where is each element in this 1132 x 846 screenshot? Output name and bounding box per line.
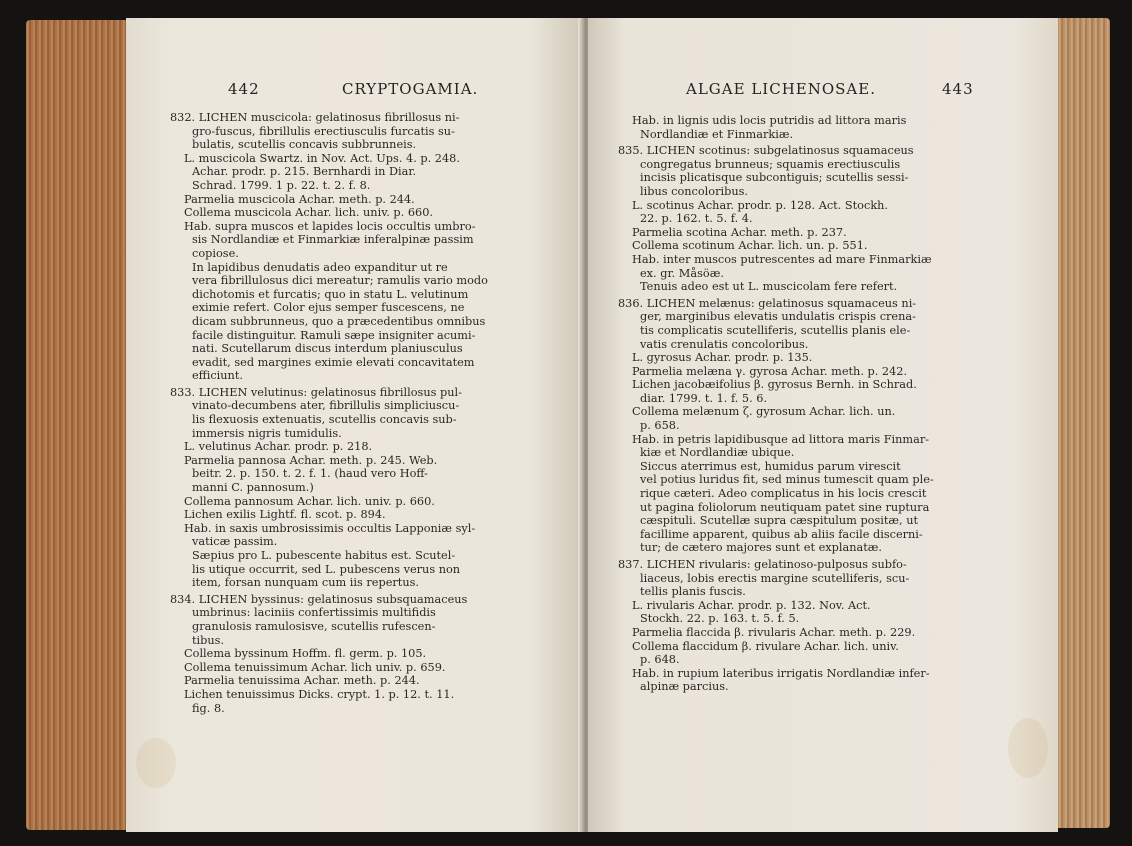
text-line: p. 648. <box>640 653 680 667</box>
text-line: facile distinguitur. Ramuli sæpe insigniter acumi- <box>192 328 476 342</box>
text-line: beitr. 2. p. 150. t. 2. f. 1. (haud vero Hoff- <box>192 467 428 481</box>
text-line: vera fibrillulosus dici mereatur; ramulis vario modo <box>192 274 488 288</box>
open-book <box>26 14 1110 832</box>
text-line: vaticæ passim. <box>192 535 278 549</box>
text-line: vel potius luridus fit, sed minus tumescit quam ple- <box>640 473 934 487</box>
text-line: evadit, sed margines eximie elevati concavitatem <box>192 355 475 369</box>
text-line: fig. 8. <box>192 701 225 715</box>
text-line: Tenuis adeo est ut L. muscicolam fere refert. <box>640 280 898 294</box>
text-line: congregatus brunneus; squamis erectiusculis <box>640 157 901 171</box>
text-line: Parmelia muscicola Achar. meth. p. 244. <box>184 192 415 206</box>
text-line: Collema tenuissimum Achar. lich univ. p. 659. <box>184 660 446 674</box>
running-head: CRYPTOGAMIA. <box>342 80 479 98</box>
text-line: item, forsan nunquam cum iis repertus. <box>192 576 420 590</box>
text-line: Lichen tenuissimus Dicks. crypt. 1. p. 12. t. 11. <box>184 687 455 701</box>
page-number: 442 <box>228 80 260 98</box>
left-page <box>126 18 584 832</box>
text-line: Parmelia flaccida β. rivularis Achar. meth. p. 229. <box>632 625 916 639</box>
text-line: 22. p. 162. t. 5. f. 4. <box>640 212 753 226</box>
text-line: L. rivularis Achar. prodr. p. 132. Nov. Act. <box>632 598 871 612</box>
text-line: lis flexuosis extenuatis, scutellis concavis sub- <box>192 413 457 427</box>
right-page-text <box>618 114 1012 694</box>
text-line: Hab. inter muscos putrescentes ad mare Finmarkiæ <box>632 252 932 266</box>
text-line: Hab. supra muscos et lapides locis occultis umbro- <box>184 219 476 233</box>
text-line: copiose. <box>192 246 239 260</box>
text-line: diar. 1799. t. 1. f. 5. 6. <box>640 391 768 405</box>
text-line: Achar. prodr. p. 215. Bernhardi in Diar. <box>192 165 417 179</box>
text-line: cæspituli. Scutellæ supra cæspitulum positæ, ut <box>640 514 919 528</box>
text-line: Hab. in lignis udis locis putridis ad littora maris <box>632 114 907 127</box>
text-line: 837. LICHEN rivularis: gelatinoso-pulposus subfo- <box>618 558 907 571</box>
right-page <box>588 18 1058 832</box>
text-line: L. gyrosus Achar. prodr. p. 135. <box>632 351 813 365</box>
text-line: nati. Scutellarum discus interdum planiusculus <box>192 342 463 356</box>
text-line: tibus. <box>192 633 225 647</box>
text-line: vatis crenulatis concoloribus. <box>640 337 809 351</box>
text-line: efficiunt. <box>192 369 243 383</box>
text-line: Stockh. 22. p. 163. t. 5. f. 5. <box>640 612 800 626</box>
text-line: Collema pannosum Achar. lich. univ. p. 660. <box>184 494 435 508</box>
text-line: Hab. in petris lapidibusque ad littora maris Finmar- <box>632 432 930 446</box>
text-line: Siccus aterrimus est, humidus parum virescit <box>640 459 901 473</box>
text-line: granulosis ramulosisve, scutellis rufescen- <box>192 619 436 633</box>
text-line: L. muscicola Swartz. in Nov. Act. Ups. 4. p. 248. <box>184 151 460 165</box>
text-line: ut pagina foliolorum neutiquam patet sine ruptura <box>640 500 930 514</box>
running-head: ALGAE LICHENOSAE. <box>686 80 876 98</box>
text-line: 836. LICHEN melænus: gelatinosus squamaceus ni- <box>618 296 917 310</box>
text-line: Lichen jacobæifolius β. gyrosus Bernh. in Schrad. <box>632 378 917 392</box>
paper-stain <box>136 738 176 788</box>
text-line: Parmelia pannosa Achar. meth. p. 245. Web. <box>184 453 438 467</box>
text-line: sis Nordlandiæ et Finmarkiæ inferalpinæ passim <box>192 233 474 247</box>
text-line: Parmelia melæna γ. gyrosa Achar. meth. p. 242. <box>632 364 908 378</box>
text-line: L. scotinus Achar. prodr. p. 128. Act. Stockh. <box>632 198 889 212</box>
page-number: 443 <box>942 80 974 98</box>
text-line: dichotomis et furcatis; quo in statu L. velutinum <box>192 287 469 301</box>
text-line: liaceus, lobis erectis margine scutelliferis, scu- <box>640 571 910 585</box>
text-line: Collema flaccidum β. rivulare Achar. lich. univ. <box>632 639 899 653</box>
text-line: facillime apparent, quibus ab aliis facile discerni- <box>640 527 923 541</box>
text-line: Nordlandiæ et Finmarkiæ. <box>640 127 794 141</box>
text-line: Parmelia scotina Achar. meth. p. 237. <box>632 225 847 239</box>
text-line: kiæ et Nordlandiæ ubique. <box>640 446 795 460</box>
text-line: alpinæ parcius. <box>640 680 729 694</box>
text-line: L. velutinus Achar. prodr. p. 218. <box>184 440 373 454</box>
text-line: Hab. in saxis umbrosissimis occultis Lapponiæ syl- <box>184 521 476 535</box>
left-page-header <box>126 80 584 102</box>
text-line: In lapidibus denudatis adeo expanditur ut re <box>192 260 448 274</box>
text-line: vinato-decumbens ater, fibrillulis simpliciuscu- <box>192 399 460 413</box>
text-line: tis complicatis scutelliferis, scutellis planis ele- <box>640 323 911 337</box>
text-line: 834. LICHEN byssinus: gelatinosus subsquamaceus <box>170 592 468 606</box>
text-line: gro-fuscus, fibrillulis erectiusculis furcatis su- <box>192 124 455 138</box>
text-line: Schrad. 1799. 1 p. 22. t. 2. f. 8. <box>192 178 371 192</box>
text-line: Collema muscicola Achar. lich. univ. p. 660. <box>184 206 433 220</box>
text-line: 833. LICHEN velutinus: gelatinosus fibrillosus pul- <box>170 385 462 399</box>
text-line: Sæpius pro L. pubescente habitus est. Scutel- <box>192 549 456 562</box>
text-line: p. 658. <box>640 419 680 433</box>
right-page-header <box>588 80 1058 102</box>
text-line: eximie refert. Color ejus semper fuscescens, ne <box>192 301 465 315</box>
text-line: umbrinus: laciniis confertissimis multifidis <box>192 606 436 620</box>
text-line: dicam subbrunneus, quo a præcedentibus omnibus <box>192 314 486 328</box>
text-line: ex. gr. Måsöæ. <box>640 266 724 280</box>
text-line: 835. LICHEN scotinus: subgelatinosus squamaceus <box>618 144 914 158</box>
text-line: incisis plicatisque subcontiguis; scutellis sessi- <box>640 171 909 185</box>
text-line: bulatis, scutellis concavis subbrunneis. <box>192 138 417 152</box>
text-line: Collema scotinum Achar. lich. un. p. 551. <box>632 239 868 253</box>
text-line: Collema melænum ζ. gyrosum Achar. lich. un. <box>632 405 896 419</box>
text-line: rique cæteri. Adeo complicatus in his locis crescit <box>640 487 927 501</box>
text-line: tur; de cætero majores sunt et explanatæ. <box>640 541 883 555</box>
text-line: Lichen exilis Lightf. fl. scot. p. 894. <box>184 508 386 522</box>
page-edges-right <box>1052 18 1110 828</box>
paper-stain <box>1008 718 1048 778</box>
text-line: 832. LICHEN muscicola: gelatinosus fibrillosus ni- <box>170 111 460 124</box>
text-line: manni C. pannosum.) <box>192 481 314 495</box>
text-line: Collema byssinum Hoffm. fl. germ. p. 105. <box>184 647 427 661</box>
left-page-text <box>170 108 562 715</box>
text-line: ger, marginibus elevatis undulatis crispis crena- <box>640 310 916 324</box>
text-line: Parmelia tenuissima Achar. meth. p. 244. <box>184 674 420 688</box>
text-line: lis utique occurrit, sed L. pubescens verus non <box>192 562 461 576</box>
text-line: Hab. in rupium lateribus irrigatis Nordlandiæ infer- <box>632 666 930 680</box>
text-line: tellis planis fuscis. <box>640 585 746 599</box>
text-line: libus concoloribus. <box>640 184 748 198</box>
text-line: immersis nigris tumidulis. <box>192 426 342 440</box>
page-edges-left <box>26 20 130 830</box>
